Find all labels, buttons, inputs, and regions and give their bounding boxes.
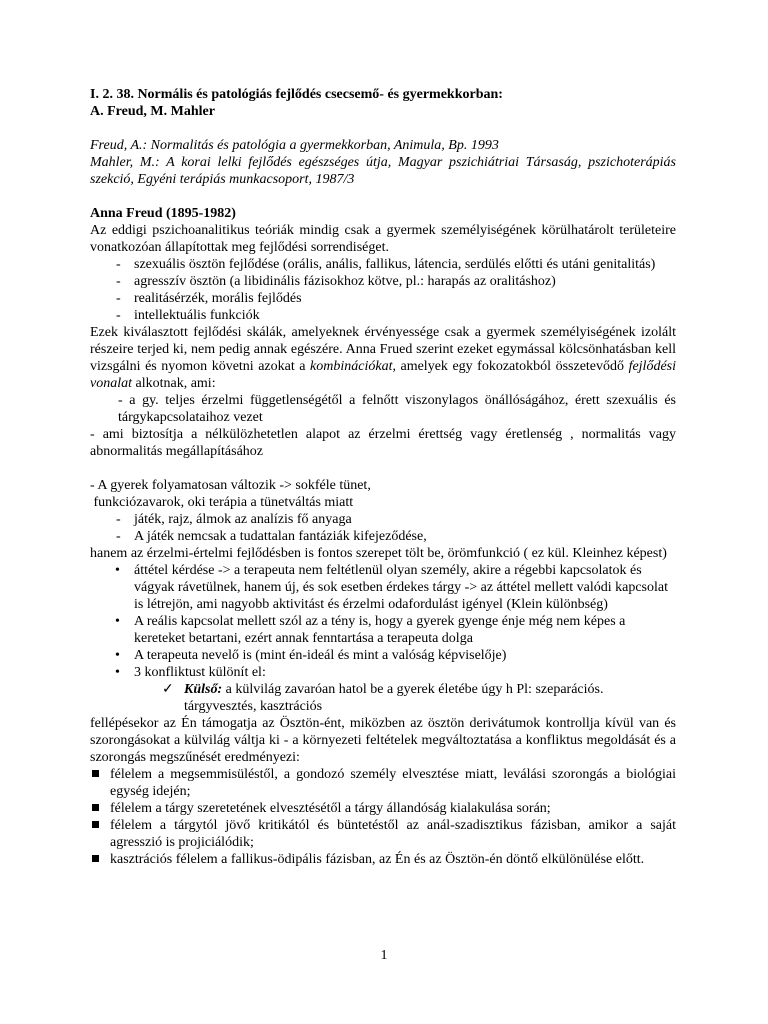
list-item: - agresszív ösztön (a libidinális fázisokhoz kötve, pl.: harapás az oralitáshoz)	[116, 274, 556, 289]
external-conflict-paragraph: fellépésekor az Én támogatja az Ösztön-ént, miközben az ösztön derivátumok kontrollja kívül van és szorongásokat a külvilág váltja ki - a környezeti feltételek megváltoztatása a konfliktus megoldását és a szorongás megszűnését eredményezi:	[90, 716, 676, 765]
list-item: • A reális kapcsolat mellett szól az a tény is, hogy a gyerek gyenge énje még nem képes a kereteket betartani, ezért annak fenntartása a terapeuta dolga	[115, 614, 626, 646]
square-bullet-icon	[92, 804, 99, 811]
list-item: ✓ Külső: a külvilág zavaróan hatol be a gyerek életébe úgy h Pl: szeparációs. tárgyvesztés, kasztrációs	[162, 682, 604, 714]
square-bullet-icon	[92, 770, 99, 777]
list-item: • A terapeuta nevelő is (mint én-ideál és mint a valóság képviselője)	[115, 648, 507, 663]
dysfunction-line: funkciózavarok, oki terápia a tünetváltás miatt	[90, 495, 354, 510]
list-item: - realitásérzék, morális fejlődés	[116, 291, 302, 306]
list-item: • 3 konfliktust különít el:	[115, 665, 266, 680]
square-bullet-icon	[92, 821, 99, 828]
list-item: - szexuális ösztön fejlődése (orális, anális, fallikus, látencia, serdülés előtti és utáni genitalitás)	[116, 257, 656, 272]
page-number: 1	[380, 948, 388, 963]
list-item: - A játék nemcsak a tudattalan fantáziák kifejeződése,	[116, 529, 427, 544]
reference-mahler: Mahler, M.: A korai lelki fejlődés egészséges útja, Magyar pszichiátriai Társaság, pszichoterápiás szekció, Egyéni terápiás munkacsoport, 1987/3	[90, 155, 676, 187]
list-item: félelem a tárgy szeretetének elvesztésétől a tárgy állandóság kialakulása során;	[90, 800, 676, 817]
document-authors: A. Freud, M. Mahler	[90, 104, 215, 119]
development-line-conclusion: - ami biztosítja a nélkülözhetetlen alapot az érzelmi érettség vagy éretlenség , normalitás vagy abnormalitás megállapításához	[90, 427, 676, 459]
section-title-anna-freud: Anna Freud (1895-1982)	[90, 206, 236, 221]
square-bullet-icon	[92, 855, 99, 862]
list-item: - játék, rajz, álmok az analízis fő anyaga	[116, 512, 352, 527]
development-lines-paragraph: Ezek kiválasztott fejlődési skálák, amelyeknek érvényessége csak a gyermek személyiségének izolált részeire terjed ki, nem pedig annak egészére. Anna Frued szerint ezeket egymással kölcsönhatásban kell vizsgálni és nyomon követni azokat a kombinációkat, amelyek egy fokozatokból összetevődő fejlődési vonalat alkotnak, ami:	[90, 325, 676, 391]
play-function-paragraph: hanem az érzelmi-értelmi fejlődésben is fontos szerepet tölt be, örömfunkció ( ez kül. Kleinhez képest)	[90, 546, 667, 561]
reference-freud: Freud, A.: Normalitás és patológia a gyermekkorban, Animula, Bp. 1993	[90, 138, 499, 153]
list-item: - intellektuális funkciók	[116, 308, 260, 323]
list-item: • áttétel kérdése -> a terapeuta nem feltétlenül olyan személy, akire a régebbi kapcsolatok és vágyak rávetülnek, hanem új, és sok esetben érdekes tárgy -> az áttétel mellett valódi kapcsolat is létrejön, ami nagyobb aktivitást és érzelmi odafordulást igényel (Klein különbség)	[115, 563, 668, 612]
development-line-detail: - a gy. teljes érzelmi függetlenségétől a felnőtt viszonylagos önállóságához, érett szexuális és tárgykapcsolataihoz vezet	[118, 393, 676, 425]
document-title: I. 2. 38. Normális és patológiás fejlődés csecsemő- és gyermekkorban:	[90, 87, 503, 102]
document-page	[90, 86, 676, 868]
list-item: kasztrációs félelem a fallikus-ödipális fázisban, az Én és az Ösztön-én döntő elkülönülése előtt.	[90, 851, 676, 868]
list-item: félelem a megsemmisüléstől, a gondozó személy elvesztése miatt, leválási szorongás a biológiai egység idején;	[90, 766, 676, 800]
list-item: félelem a tárgytól jövő kritikától és büntetéstől az anál-szadisztikus fázisban, amikor a saját agresszió is projiciálódik;	[90, 817, 676, 851]
checkmark-icon: ✓	[162, 682, 174, 697]
child-change-line: - A gyerek folyamatosan változik -> sokféle tünet,	[90, 478, 371, 493]
intro-paragraph: Az eddigi pszichoanalitikus teóriák mindig csak a gyermek személyiségének körülhatárolt területeire vonatkozóan állapítottak meg fejlődési sorrendiséget.	[90, 223, 676, 255]
